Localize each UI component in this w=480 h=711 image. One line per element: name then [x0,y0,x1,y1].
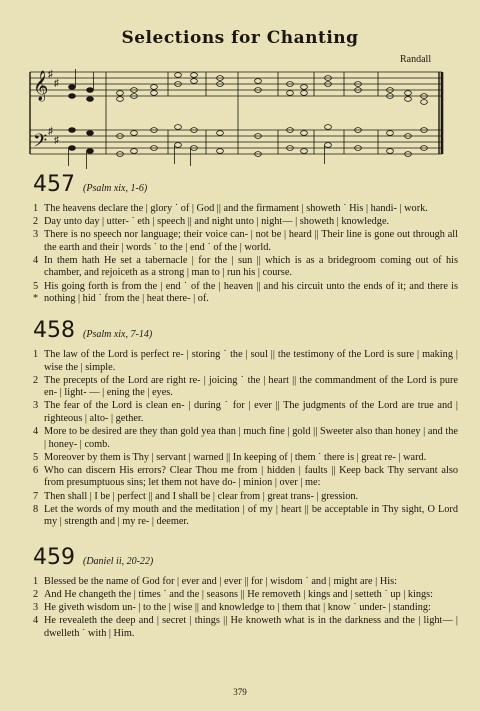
verse [33,349,458,374]
svg-text:♯: ♯ [48,126,53,137]
verse-number: 5 * [33,280,39,305]
verse-number: 3 [33,229,39,241]
verse [33,400,458,425]
verse-text: Then shall | I be | perfect || and I shall be | clear from | great trans- | gression. [44,490,359,502]
verse [33,229,458,254]
verse-number: 4 [33,615,39,627]
verse-number: 4 [33,254,39,266]
verse [33,216,458,229]
svg-text:𝄞: 𝄞 [33,71,49,101]
psalm-457 [33,172,458,306]
verse-number: 2 [33,374,39,386]
psalm-459 [33,545,458,641]
verse-number: 2 [33,589,39,601]
psalm-reference: (Psalm xix, 1-6) [83,183,148,194]
verse-text: Let the words of my mouth and the meditation | of my | heart || be acceptable in Thy sight, O Lord my | strength and | my re- | deemer. [44,503,458,528]
psalm-458 [33,318,458,529]
verse-text: More to be desired are they than gold yea than | much fine | gold || Sweeter also than honey | and the | honey- | comb. [44,426,458,450]
verse-text: The fear of the Lord is clean en- | during ˙ for | ever || The judgments of the Lord are true and | righteous | alto- | gether. [44,400,458,424]
verse [33,452,458,465]
psalm-header [33,545,458,570]
verse-number: 6 [33,464,39,476]
verse-text: The law of the Lord is perfect re- | storing ˙ the | soul || the testimony of the Lord is sure | making | wise the | simple. [44,349,458,373]
verse [33,491,458,504]
verse-text: He revealeth the deep and | secret | things || He knoweth what is in the darkness and the | light— | dwelleth ˙ with | Him. [44,615,458,639]
verse-number: 5 [33,451,39,463]
verse-text: In them hath He set a tabernacle | for the | sun || which is as a bridegroom coming out of his chamber, and rejoiceth as a strong | man to | run his | course. [44,254,458,279]
psalm-header [33,172,458,197]
verse-number: 1 [33,576,39,587]
verse-number: 3 [33,400,39,412]
verse [33,576,458,589]
psalm-number: 458 [33,318,75,343]
verse [33,375,458,400]
page-title: Selections for Chanting [121,28,359,48]
verse-number: 7 [33,490,39,502]
verse-number: 4 [33,426,39,438]
psalm-reference: (Psalm xix, 7-14) [83,329,153,340]
composer-name: Randall [400,54,432,65]
verse-number: 1 [33,203,39,214]
verse-text: The heavens declare the | glory ˙ of | God || and the firmament | showeth ˙ His | handi- | work. [44,203,428,214]
verse [33,504,458,529]
verse-text: His going forth is from the | end ˙ of the | heaven || and his circuit unto the ends of it; and there is nothing | hid ˙ from the | heat there- | of. [44,280,458,305]
psalm-number: 457 [33,172,75,197]
verse-text: Who can discern His errors? Clear Thou me from | hidden | faults || Keep back Thy servant also from presumptuous sins; let them not have do- | minion | over | me: [44,464,458,489]
verse-text: And He changeth the | times ˙ and the | seasons || He removeth | kings and | setteth ˙ up | kings: [44,589,434,601]
verse-text: He giveth wisdom un- | to the | wise || and knowledge to | them that | know ˙ under- | standing: [44,602,431,614]
svg-text:𝄢: 𝄢 [33,131,48,156]
verse-text: There is no speech nor language; their voice can- | not be | heard || Their line is gone out through all the earth and their | words ˙ to the | end ˙ of the | world. [44,229,458,253]
psalm-header [33,318,458,343]
svg-text:♯: ♯ [48,69,53,80]
verse-number: 1 [33,349,39,360]
verse-number: 3 [33,602,39,614]
psalm-reference: (Daniel ii, 20-22) [83,556,154,567]
verse [33,589,458,602]
verse [33,426,458,451]
chant-score [28,64,444,172]
verse-number: 8 [33,503,39,515]
svg-text:♯: ♯ [54,78,59,89]
verse [33,615,458,640]
verse-text: The precepts of the Lord are right re- | joicing ˙ the | heart || the commandment of the Lord is pure en- | light- — | ening the | eyes. [44,374,458,399]
verse [33,281,458,306]
verse-number: 2 [33,216,39,228]
verse [33,203,458,216]
verse-text: Blessed be the name of God for | ever and | ever || for | wisdom ˙ and | might are | His: [44,576,397,587]
verse-text: Day unto day | utter- ˙ eth | speech || and night unto | night— | showeth | knowledge. [44,216,390,228]
verse [33,602,458,615]
psalm-number: 459 [33,545,75,570]
verse [33,255,458,280]
svg-text:♯: ♯ [54,135,59,146]
verse-text: Moreover by them is Thy | servant | warned || In keeping of | them ˙ there is | great re- | ward. [44,451,427,463]
page-number: 379 [233,687,247,697]
verse [33,465,458,490]
